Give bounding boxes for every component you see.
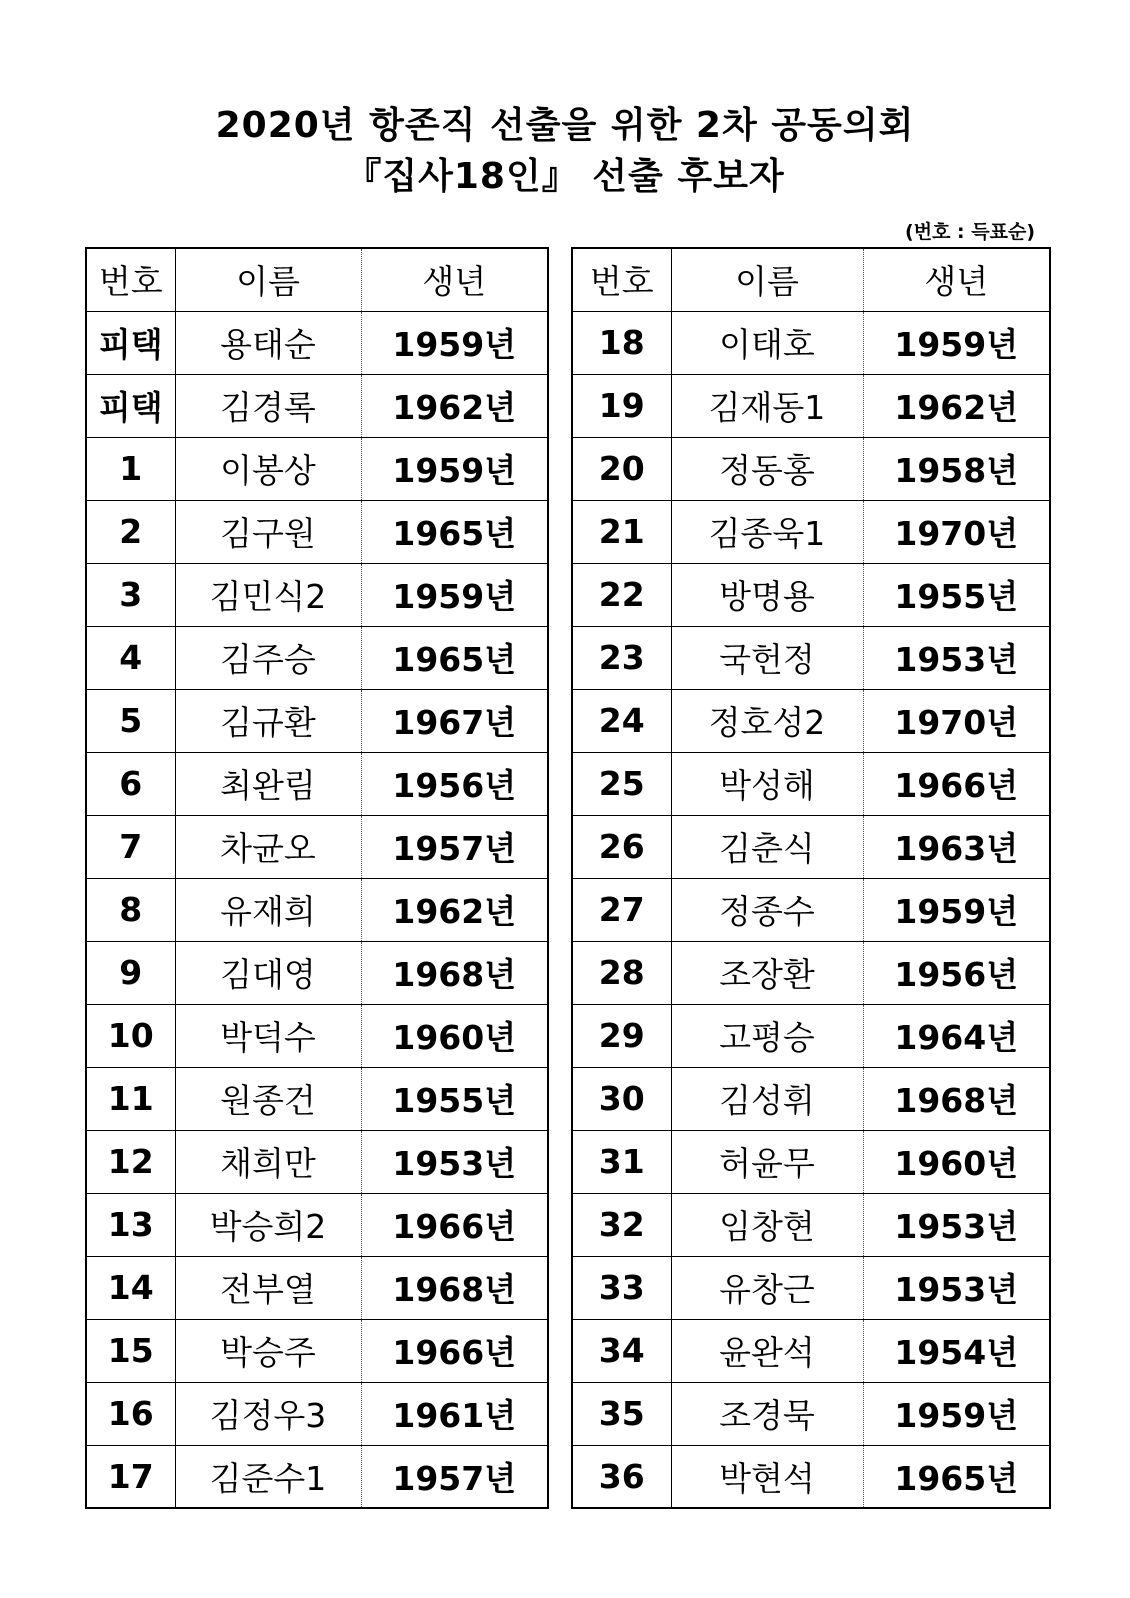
candidate-birth-year: 1955년 [361, 1067, 548, 1130]
candidate-number: 5 [86, 689, 175, 752]
candidate-number: 30 [572, 1067, 671, 1130]
candidate-name: 김규환 [175, 689, 361, 752]
candidate-name: 박현석 [671, 1445, 863, 1508]
table-row [572, 500, 1050, 563]
table-row [86, 311, 548, 374]
candidates-table-right [571, 247, 1051, 1509]
candidate-number: 29 [572, 1004, 671, 1067]
table-row [572, 815, 1050, 878]
candidate-number: 23 [572, 626, 671, 689]
table-row [86, 1004, 548, 1067]
candidate-birth-year: 1956년 [863, 941, 1050, 1004]
candidate-number: 15 [86, 1319, 175, 1382]
candidate-name: 윤완석 [671, 1319, 863, 1382]
candidate-number: 18 [572, 311, 671, 374]
candidate-name: 이태호 [671, 311, 863, 374]
candidate-name: 김종욱1 [671, 500, 863, 563]
table-row [572, 437, 1050, 500]
candidate-number: 32 [572, 1193, 671, 1256]
candidate-number: 10 [86, 1004, 175, 1067]
candidate-name: 유창근 [671, 1256, 863, 1319]
candidate-name: 조경묵 [671, 1382, 863, 1445]
candidate-name: 김주승 [175, 626, 361, 689]
candidate-birth-year: 1955년 [863, 563, 1050, 626]
candidate-birth-year: 1960년 [361, 1004, 548, 1067]
candidate-birth-year: 1962년 [863, 374, 1050, 437]
table-row [572, 1193, 1050, 1256]
candidate-birth-year: 1959년 [361, 437, 548, 500]
candidate-birth-year: 1962년 [361, 878, 548, 941]
candidate-birth-year: 1957년 [361, 815, 548, 878]
document-title: 2020년 항존직 선출을 위한 2차 공동의회 [215, 105, 915, 146]
table-row [572, 1319, 1050, 1382]
candidate-birth-year: 1957년 [361, 1445, 548, 1508]
table-row [572, 311, 1050, 374]
candidate-name: 박덕수 [175, 1004, 361, 1067]
candidate-name: 김준수1 [175, 1445, 361, 1508]
candidate-birth-year: 1964년 [863, 1004, 1050, 1067]
candidate-name: 김구원 [175, 500, 361, 563]
candidate-name: 전부열 [175, 1256, 361, 1319]
header-name: 이름 [671, 248, 863, 311]
candidate-name: 김춘식 [671, 815, 863, 878]
table-row [86, 1130, 548, 1193]
candidate-number: 11 [86, 1067, 175, 1130]
table-row [86, 941, 548, 1004]
candidate-number: 26 [572, 815, 671, 878]
candidate-number: 17 [86, 1445, 175, 1508]
candidate-name: 최완림 [175, 752, 361, 815]
candidate-name: 유재희 [175, 878, 361, 941]
candidate-birth-year: 1956년 [361, 752, 548, 815]
table-row [86, 437, 548, 500]
candidate-number: 31 [572, 1130, 671, 1193]
table-row [86, 626, 548, 689]
table-row [86, 689, 548, 752]
candidate-birth-year: 1961년 [361, 1382, 548, 1445]
candidate-birth-year: 1966년 [863, 752, 1050, 815]
candidate-number: 20 [572, 437, 671, 500]
candidate-name: 정호성2 [671, 689, 863, 752]
candidate-birth-year: 1959년 [863, 878, 1050, 941]
header-birth-year: 생년 [863, 248, 1050, 311]
candidate-number: 피택 [86, 374, 175, 437]
document-subtitle: 『집사18인』 선출 후보자 [345, 156, 785, 197]
candidate-birth-year: 1960년 [863, 1130, 1050, 1193]
candidate-number: 25 [572, 752, 671, 815]
candidate-name: 차균오 [175, 815, 361, 878]
candidate-number: 22 [572, 563, 671, 626]
table-row [86, 500, 548, 563]
candidate-number: 33 [572, 1256, 671, 1319]
candidate-name: 김성휘 [671, 1067, 863, 1130]
table-row [86, 1256, 548, 1319]
candidate-name: 방명용 [671, 563, 863, 626]
candidate-birth-year: 1959년 [863, 311, 1050, 374]
candidate-name: 용태순 [175, 311, 361, 374]
candidates-table-left [85, 247, 549, 1509]
candidate-number: 4 [86, 626, 175, 689]
table-row [86, 1193, 548, 1256]
candidate-number: 6 [86, 752, 175, 815]
candidate-birth-year: 1968년 [863, 1067, 1050, 1130]
candidate-birth-year: 1966년 [361, 1319, 548, 1382]
candidate-number: 21 [572, 500, 671, 563]
candidate-birth-year: 1968년 [361, 1256, 548, 1319]
candidate-name: 국헌정 [671, 626, 863, 689]
table-row [86, 563, 548, 626]
candidate-number: 19 [572, 374, 671, 437]
header-number: 번호 [86, 248, 175, 311]
candidate-number: 14 [86, 1256, 175, 1319]
table-row [86, 815, 548, 878]
table-row [572, 689, 1050, 752]
table-row [86, 1067, 548, 1130]
candidate-number: 1 [86, 437, 175, 500]
candidate-birth-year: 1970년 [863, 689, 1050, 752]
table-row [572, 1067, 1050, 1130]
candidate-birth-year: 1954년 [863, 1319, 1050, 1382]
table-header-row [572, 248, 1050, 311]
candidate-birth-year: 1959년 [361, 311, 548, 374]
candidate-name: 김민식2 [175, 563, 361, 626]
candidate-name: 임창현 [671, 1193, 863, 1256]
table-row [572, 878, 1050, 941]
table-row [572, 1130, 1050, 1193]
header-name: 이름 [175, 248, 361, 311]
candidate-number: 28 [572, 941, 671, 1004]
candidate-birth-year: 1953년 [863, 1256, 1050, 1319]
candidate-name: 조장환 [671, 941, 863, 1004]
ordering-note: (번호 : 득표순) [905, 221, 1035, 243]
table-row [572, 563, 1050, 626]
candidate-name: 김재동1 [671, 374, 863, 437]
candidate-number: 27 [572, 878, 671, 941]
candidate-number: 13 [86, 1193, 175, 1256]
table-row [86, 1319, 548, 1382]
candidate-number: 2 [86, 500, 175, 563]
candidate-name: 이봉상 [175, 437, 361, 500]
candidate-birth-year: 1953년 [863, 626, 1050, 689]
candidate-name: 허윤무 [671, 1130, 863, 1193]
candidate-number: 16 [86, 1382, 175, 1445]
candidate-birth-year: 1958년 [863, 437, 1050, 500]
table-row [572, 374, 1050, 437]
candidate-number: 8 [86, 878, 175, 941]
candidate-number: 12 [86, 1130, 175, 1193]
candidate-name: 원종건 [175, 1067, 361, 1130]
candidate-number: 34 [572, 1319, 671, 1382]
candidate-number: 9 [86, 941, 175, 1004]
candidate-number: 24 [572, 689, 671, 752]
candidate-name: 고평승 [671, 1004, 863, 1067]
candidate-number: 3 [86, 563, 175, 626]
candidate-name: 박성해 [671, 752, 863, 815]
candidate-birth-year: 1963년 [863, 815, 1050, 878]
candidate-number: 피택 [86, 311, 175, 374]
candidate-name: 정종수 [671, 878, 863, 941]
table-row [572, 1256, 1050, 1319]
candidate-number: 36 [572, 1445, 671, 1508]
candidate-birth-year: 1953년 [863, 1193, 1050, 1256]
candidate-birth-year: 1970년 [863, 500, 1050, 563]
table-row [572, 941, 1050, 1004]
candidate-birth-year: 1959년 [361, 563, 548, 626]
candidate-name: 정동홍 [671, 437, 863, 500]
candidate-number: 7 [86, 815, 175, 878]
header-number: 번호 [572, 248, 671, 311]
table-row [86, 878, 548, 941]
table-row [572, 1382, 1050, 1445]
candidate-name: 박승희2 [175, 1193, 361, 1256]
table-row [86, 374, 548, 437]
candidate-number: 35 [572, 1382, 671, 1445]
candidate-name: 박승주 [175, 1319, 361, 1382]
table-row [572, 626, 1050, 689]
candidate-birth-year: 1959년 [863, 1382, 1050, 1445]
candidate-name: 김경록 [175, 374, 361, 437]
table-row [572, 752, 1050, 815]
table-row [86, 752, 548, 815]
candidate-name: 김정우3 [175, 1382, 361, 1445]
candidate-name: 김대영 [175, 941, 361, 1004]
header-birth-year: 생년 [361, 248, 548, 311]
candidate-birth-year: 1965년 [361, 626, 548, 689]
candidate-birth-year: 1953년 [361, 1130, 548, 1193]
table-row [572, 1445, 1050, 1508]
table-header-row [86, 248, 548, 311]
table-row [86, 1382, 548, 1445]
candidate-birth-year: 1962년 [361, 374, 548, 437]
candidate-birth-year: 1966년 [361, 1193, 548, 1256]
candidate-birth-year: 1968년 [361, 941, 548, 1004]
candidate-birth-year: 1967년 [361, 689, 548, 752]
table-row [572, 1004, 1050, 1067]
table-row [86, 1445, 548, 1508]
candidate-name: 채희만 [175, 1130, 361, 1193]
candidate-birth-year: 1965년 [361, 500, 548, 563]
candidate-birth-year: 1965년 [863, 1445, 1050, 1508]
